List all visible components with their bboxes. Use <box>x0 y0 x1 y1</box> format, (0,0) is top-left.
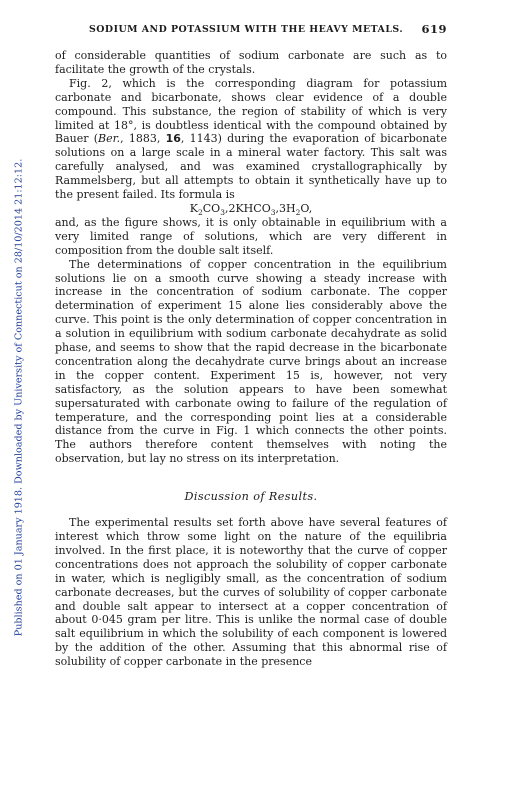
paragraph-3: and, as the figure shows, it is only obtainable in equilibrium with a very limited range of solutions, which are very different in composition from the double salt itself. <box>55 215 447 257</box>
citation-volume: 16 <box>165 132 181 146</box>
paragraph-1: of considerable quantities of sodium carbonate are such as to facilitate the growth of the crystals. <box>55 49 447 76</box>
paragraph-4: The determinations of copper concentration in the equilibrium solutions lie on a smooth curve showing a steady increase with increase in the concentration of sodium carbonate. The copper determination of experiment 15 alone lies considerably above the curve. This point is the only determination of copper concentration in a solution in equilibrium with sodium carbonate decahydrate as solid phase, and seems to show that the rapid decrease in the bicarbonate concentration along the decahydrate curve brings about an increase in the copper content. Experiment 15 is, however, not very satisfactory, as the solution appears to have been somewhat supersaturated with carbonate owing to failure of the regulation of temperature, and the corresponding point lies at a considerable distance from the curve in Fig. 1 which connects the other points. The authors therefore content themselves with noting the observation, but lay no stress on its interpretation. <box>55 257 447 466</box>
publication-watermark <box>12 0 26 795</box>
page-header <box>55 22 447 40</box>
watermark-text: Published on 01 January 1918. Downloaded by University of Connecticut on 28/10/2014 21:12:12. <box>13 158 25 637</box>
page-number: 619 <box>421 22 447 36</box>
journal-page <box>55 22 447 669</box>
article-body <box>55 49 447 669</box>
running-title: SODIUM AND POTASSIUM WITH THE HEAVY METALS. <box>89 24 404 35</box>
paragraph-2: Fig. 2, which is the corresponding diagram for potassium carbonate and bicarbonate, shows clear evidence of a double compound. This substance, the region of stability of which is very limited at 18°, is doubtless identical with the compound obtained by Bauer (Ber., 1883, 16, 1143) during the evaporation of bicarbonate solutions on a large scale in a mineral water factory. This salt was carefully analysed, and was examined crystallographically by Rammelsberg, but all attempts to obtain it synthetically have up to the present failed. Its formula is <box>55 76 447 202</box>
section-heading: Discussion of Results. <box>184 490 318 504</box>
citation-journal: Ber. <box>98 132 121 146</box>
paragraph-5: The experimental results set forth above have several features of interest which throw some light on the nature of the equilibria involved. In the first place, it is noteworthy that the curve of copper concentrations does not approach the solubility of copper carbonate in water, which is negligibly small, as the concentration of sodium carbonate decreases, but the curves of solubility of copper carbonate and double salt appear to intersect at a copper concentration of about 0·045 gram per litre. This is unlike the normal case of double salt equilibrium in which the solubility of each component is lowered by the addition of the other. Assuming that this abnormal rise of solubility of copper carbonate in the presence <box>55 516 447 669</box>
chemical-formula: $K_2CO_3,2KHCO_3,3H_2O$, <box>189 201 313 218</box>
